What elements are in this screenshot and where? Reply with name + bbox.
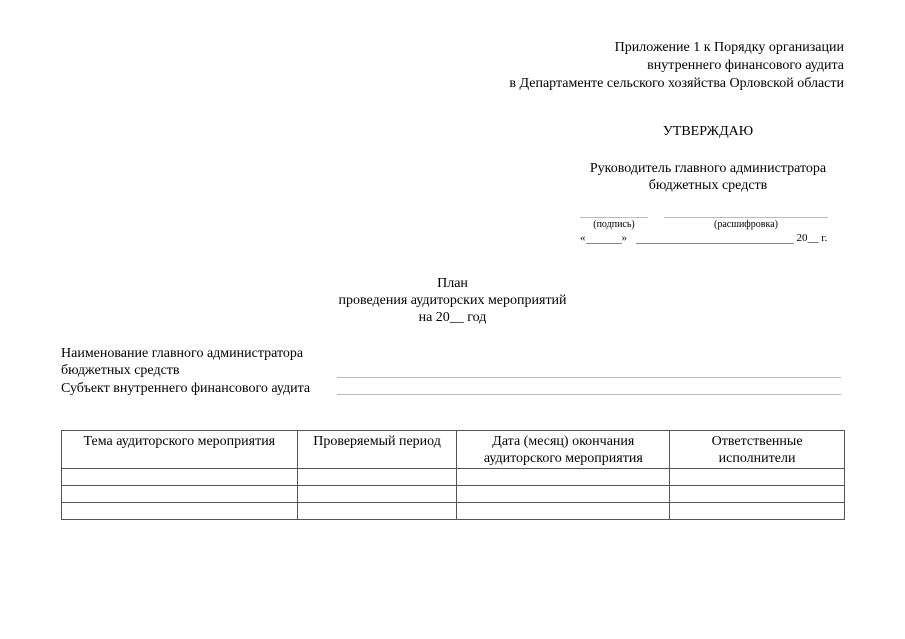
approver-role-line-1: Руководитель главного администратора <box>589 161 827 176</box>
admin-label-line-1: Наименование главного администратора <box>61 346 304 361</box>
subject-field[interactable] <box>337 394 841 395</box>
month-field[interactable] <box>636 233 794 244</box>
table-cell[interactable] <box>297 503 457 520</box>
header-end-date: Дата (месяц) окончания аудиторского мероприятия <box>457 431 670 469</box>
subject-label: Субъект внутреннего финансового аудита <box>61 381 311 396</box>
plan-title <box>300 275 605 326</box>
table-row <box>62 469 845 486</box>
plan-line-3: на 20__ год <box>418 310 487 325</box>
approval-date <box>580 232 827 244</box>
decode-line[interactable] <box>664 217 828 218</box>
appendix-header <box>509 39 844 93</box>
day-field[interactable] <box>586 233 622 244</box>
approve-title: УТВЕРЖДАЮ <box>662 124 754 139</box>
signature-caption: (подпись) <box>593 219 635 230</box>
header-responsible: Ответственные исполнители <box>670 431 845 469</box>
table-cell[interactable] <box>62 469 298 486</box>
table-cell[interactable] <box>457 503 670 520</box>
header-period: Проверяемый период <box>297 431 457 469</box>
admin-name-field[interactable] <box>337 377 841 378</box>
table-cell[interactable] <box>670 486 845 503</box>
appendix-line-3: в Департаменте сельского хозяйства Орловской области <box>509 76 844 91</box>
date-open-quote: « <box>580 232 586 244</box>
admin-label-line-2: бюджетных средств <box>61 363 180 378</box>
year-text: 20__ г. <box>796 232 828 244</box>
table-cell[interactable] <box>62 503 298 520</box>
approver-role-line-2: бюджетных средств <box>648 178 768 193</box>
table-row <box>62 486 845 503</box>
approver-role <box>570 160 846 194</box>
table-cell[interactable] <box>62 486 298 503</box>
appendix-line-1: Приложение 1 к Порядку организации <box>614 40 844 55</box>
plan-line-1: План <box>437 276 468 291</box>
table-row <box>62 503 845 520</box>
date-close-quote: » <box>621 232 627 244</box>
table-cell[interactable] <box>457 469 670 486</box>
table-cell[interactable] <box>670 469 845 486</box>
appendix-line-2: внутреннего финансового аудита <box>647 58 844 73</box>
table-cell[interactable] <box>457 486 670 503</box>
table-header-row <box>62 431 845 469</box>
signature-line[interactable] <box>580 217 648 218</box>
plan-line-2: проведения аудиторских мероприятий <box>338 293 567 308</box>
decode-caption: (расшифровка) <box>714 219 778 230</box>
audit-plan-table <box>61 430 845 520</box>
header-topic: Тема аудиторского мероприятия <box>62 431 298 469</box>
table-cell[interactable] <box>297 469 457 486</box>
table-cell[interactable] <box>297 486 457 503</box>
table-cell[interactable] <box>670 503 845 520</box>
